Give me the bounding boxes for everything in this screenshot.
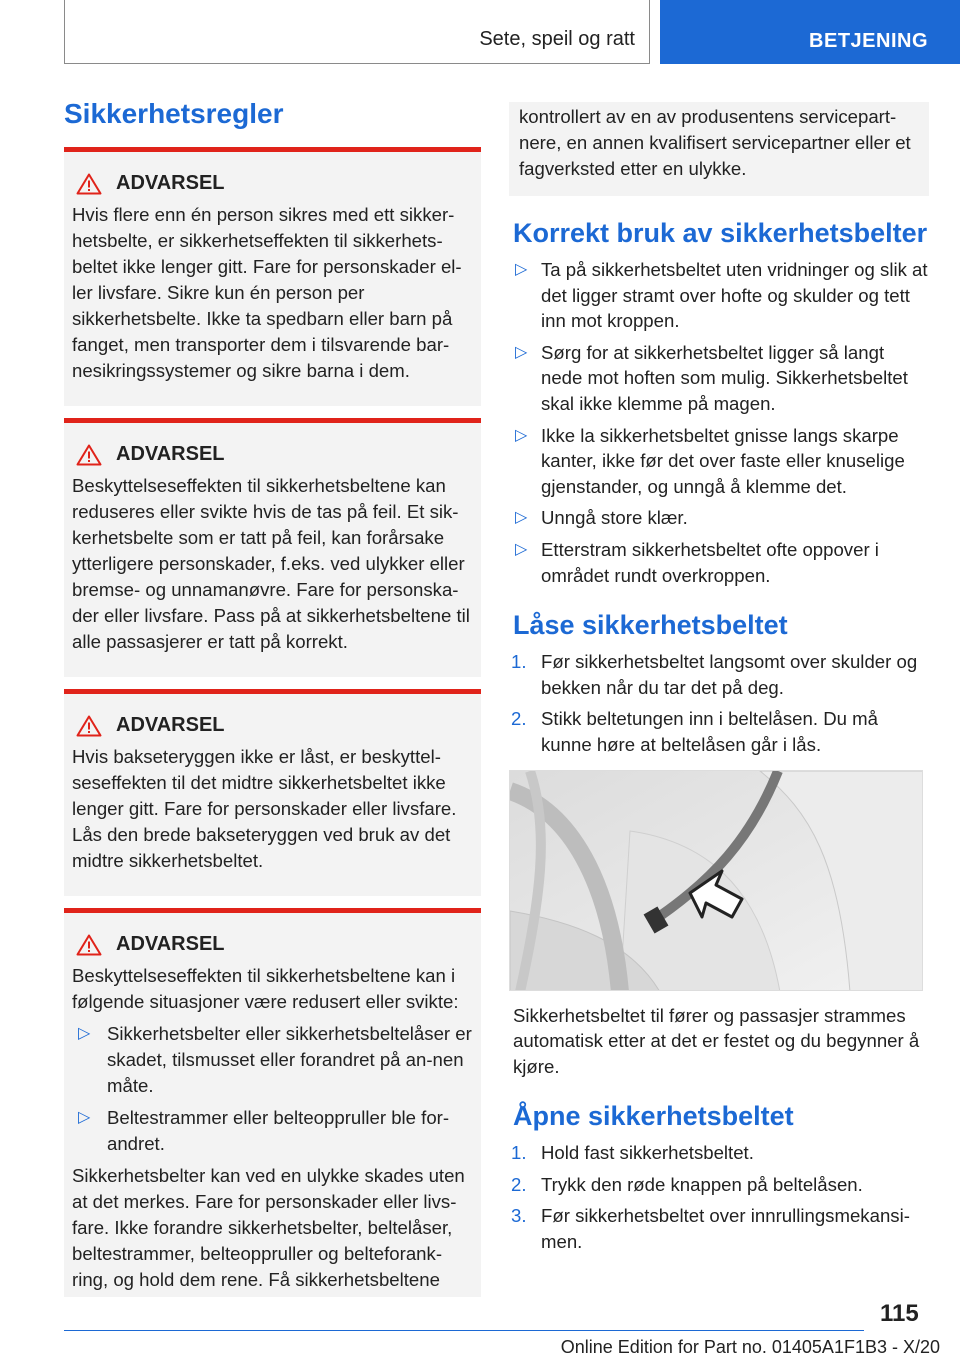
triangle-bullet-icon: ▷ <box>515 426 528 444</box>
triangle-bullet-icon: ▷ <box>515 261 528 278</box>
section-title-correct-use: Korrekt bruk av sikkerhetsbelter <box>513 218 928 248</box>
warning-title: ADVARSEL <box>116 933 225 955</box>
photo-caption: Sikkerhetsbeltet til fører og passasjer strammes automatisk etter at det er festet og du begynner å kjøre. <box>513 1004 920 1077</box>
warning-title: ADVARSEL <box>116 172 225 194</box>
warning-title: ADVARSEL <box>116 443 225 465</box>
warning-box-3 <box>64 689 481 896</box>
list-item: 1. Hold fast sikkerhetsbeltet. <box>511 1142 754 1164</box>
warning-triangle-icon <box>76 934 102 956</box>
list-item: ▷ Beltestrammer eller belteoppruller ble for-andret. <box>78 1107 450 1154</box>
warning-box-2 <box>64 418 481 677</box>
warning-box-4 <box>64 908 481 1297</box>
warning-intro: Beskyttelseseffekten til sikkerhetsbeltene kan i følgende situasjoner være redusert eller svikte: <box>72 965 459 1012</box>
list-item: ▷ Ta på sikkerhetsbeltet uten vridninger og slik at det ligger stramt over hofte og skulder og tett inn mot kroppen. <box>515 259 928 332</box>
section-title-lock: Låse sikkerhetsbeltet <box>513 610 788 641</box>
footer-divider <box>64 1330 864 1331</box>
warning-triangle-icon <box>76 444 102 466</box>
header-tab[interactable] <box>660 0 960 64</box>
triangle-bullet-icon: ▷ <box>515 509 528 527</box>
warning-box-1 <box>64 147 481 406</box>
correct-use-list <box>509 257 929 588</box>
lock-steps <box>509 649 929 757</box>
list-item: ▷ Etterstram sikkerhetsbeltet ofte oppover i området rundt overkroppen. <box>515 538 879 586</box>
footer-edition: Online Edition for Part no. 01405A1F1B3 - X/20 <box>560 1337 940 1357</box>
triangle-bullet-icon: ▷ <box>78 1025 91 1042</box>
warning-continuation: kontrollert av en av produsentens servicepart-nere, en annen kvalifisert servicepartner eller et fagverksted etter en ulykke. <box>509 102 929 196</box>
header-section-title: Sete, speil og ratt <box>479 28 635 50</box>
warning-outro: Sikkerhetsbelter kan ved en ulykke skades uten at det merkes. Fare for personskader eller livs-fare. Ikke forandre sikkerhetsbelter, beltelåser, beltestrammer, belteoppruller og belteforank-ring, og hold dem rene. Få sikkerhetsbeltene <box>72 1165 465 1290</box>
warning-text: Hvis flere enn én person sikres med ett sikker-hetsbelte, er sikkerhetseffekten til sikkerhets-beltet ikke lenger gitt. Fare for personskader el-ler livsfare. Sikre kun én person per sikkerhetsbelte. Ikke ta spedbarn eller barn på fanget, men transporter dem i tilsvarende bar-nesikringssystemer og sikre barna i dem. <box>72 204 462 381</box>
section-title-open: Åpne sikkerhetsbeltet <box>513 1101 794 1132</box>
list-item: 2. Trykk den røde knappen på beltelåsen. <box>511 1173 863 1195</box>
list-item: ▷ Unngå store klær. <box>509 505 929 531</box>
seatbelt-illustration <box>510 771 923 991</box>
list-item: ▷ Sikkerhetsbelter eller sikkerhetsbeltelåser er skadet, tilsmusset eller forandret på an-nen måte. <box>78 1023 472 1096</box>
list-item: 2. Stikk beltetungen inn i beltelåsen. Du må kunne høre at beltelåsen går i lås. <box>511 708 878 755</box>
list-item: 1. Før sikkerhetsbeltet langsomt over skulder og bekken når du tar det på deg. <box>511 651 918 698</box>
list-item: 3. Før sikkerhetsbeltet over innrullingsmekansi-men. <box>511 1205 910 1253</box>
page-number: 115 <box>880 1300 919 1327</box>
list-item: ▷ Ikke la sikkerhetsbeltet gnisse langs skarpe kanter, ikke før det over faste eller knuselige gjenstander, og unngå å klemme det. <box>515 424 905 497</box>
triangle-bullet-icon: ▷ <box>515 540 528 558</box>
list-item: ▷ Sørg for at sikkerhetsbeltet ligger så langt nede mot hoften som mulig. Sikkerhetsbeltet skal ikke klemme på magen. <box>515 341 908 414</box>
warning-triangle-icon <box>76 715 102 737</box>
triangle-bullet-icon: ▷ <box>78 1109 91 1126</box>
warning-title: ADVARSEL <box>116 714 225 736</box>
header-section-box <box>64 0 650 64</box>
warning-text: Hvis bakseteryggen ikke er låst, er beskyttel-seseffekten til det midtre sikkerhetsbeltet ikke lenger gitt. Fare for personskader eller livsfare. Lås den brede bakseteryggen ved bruk av det midtre sikkerhetsbeltet. <box>72 746 457 871</box>
header-tab-label: BETJENING <box>809 30 928 52</box>
page-title: Sikkerhetsregler <box>64 98 284 129</box>
open-steps <box>509 1140 929 1254</box>
left-column <box>64 98 481 1297</box>
triangle-bullet-icon: ▷ <box>515 343 528 361</box>
right-column <box>509 102 929 1261</box>
warning-triangle-icon <box>76 173 102 195</box>
warning-text: Beskyttelseseffekten til sikkerhetsbeltene kan reduseres eller svikte hvis de tas på feil. Et sik-kerhetsbelte som er tatt på feil, kan forårsake ytterligere personskader, f.eks. ved ulykker eller bremse- og unnamanøvre. Fare for personska-der eller livsfare. Pass på at sikkerhetsbeltene til alle passasjerer er tatt på korrekt. <box>72 475 470 652</box>
seatbelt-photo <box>509 770 923 991</box>
